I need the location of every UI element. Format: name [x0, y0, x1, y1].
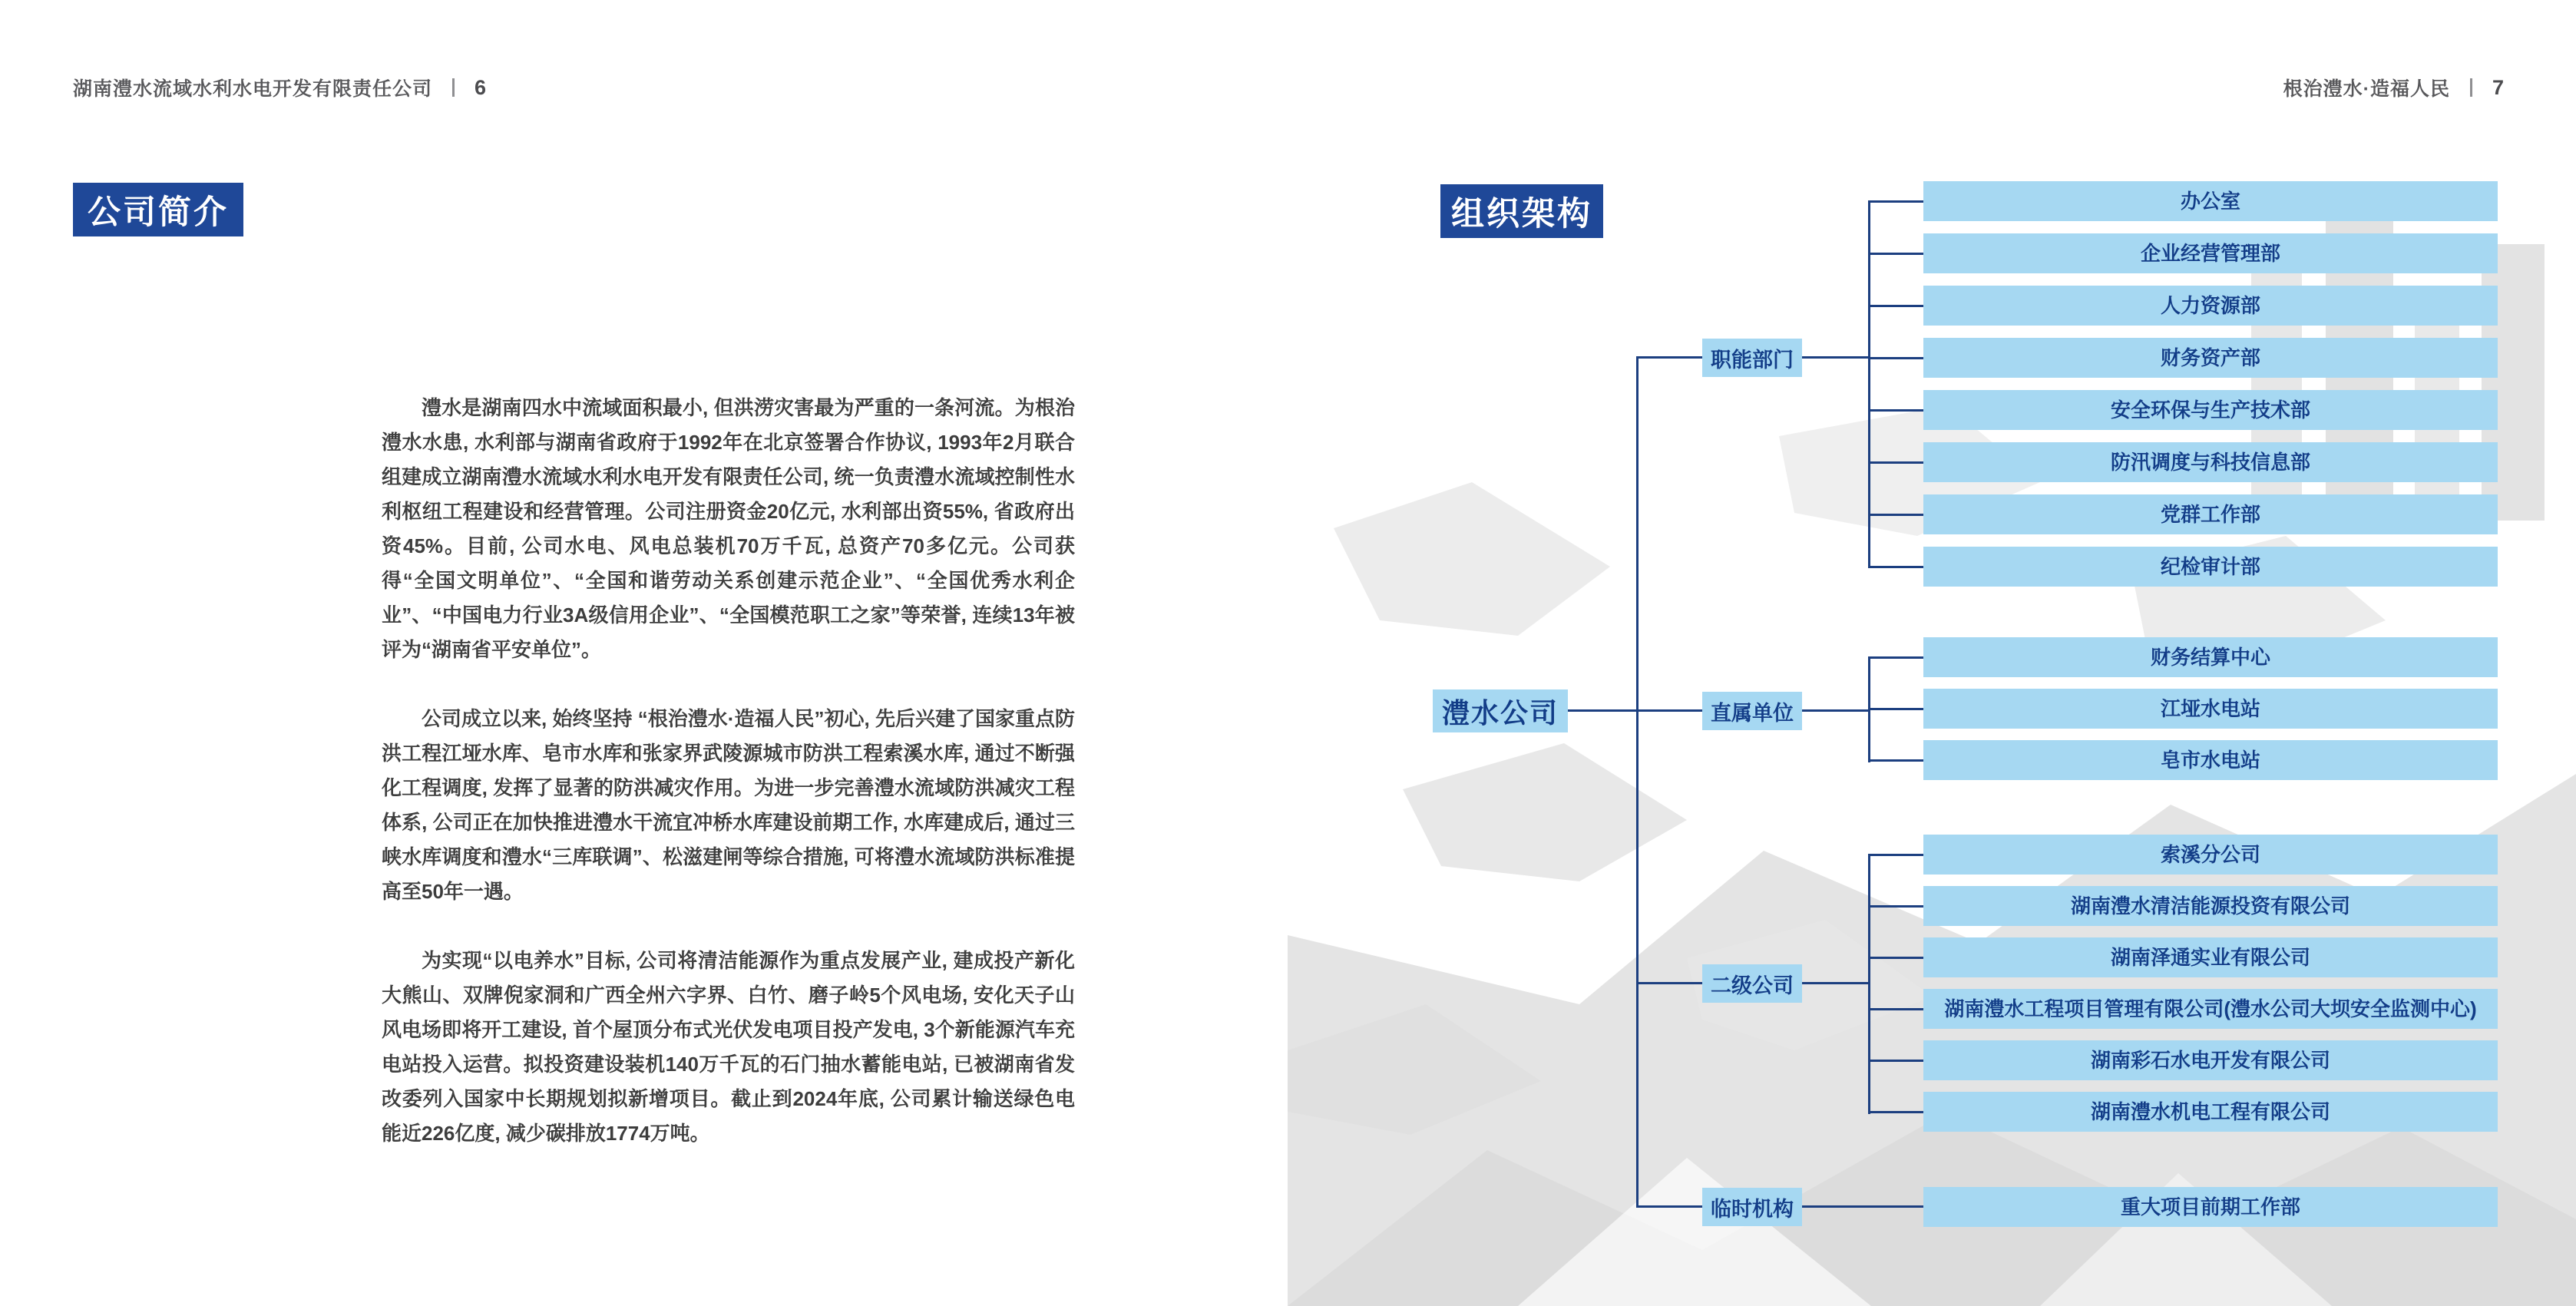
connector-branch-temporary: [1636, 1205, 1702, 1208]
connector-line: [1868, 357, 1923, 359]
category-label: 职能部门: [1711, 348, 1794, 372]
leaf-label: 重大项目前期工作部: [2120, 1195, 2300, 1218]
connector-line: [1868, 461, 1923, 464]
leaf-node: [1923, 390, 2498, 430]
leaf-label: 安全环保与生产技术部: [2110, 398, 2310, 422]
leaf-node: [1923, 286, 2498, 326]
page-number-right: 7: [2492, 75, 2505, 99]
slogan: 根治澧水·造福人民: [2283, 78, 2450, 100]
leaf-node: [1923, 442, 2498, 482]
connector-line: [1868, 1008, 1923, 1010]
leaf-label: 皂市水电站: [2160, 748, 2260, 772]
leaf-node: [1923, 740, 2498, 780]
paragraph-2: 公司成立以来, 始终坚持 “根治澧水·造福人民”初心, 先后兴建了国家重点防洪工程江垭水库、皂市水库和张家界武陵源城市防洪工程索溪水库, 通过不断强化工程调度, 发挥了显著的防洪减灾作用。为进一步完善澧水流域防洪减灾工程体系, 公司正在加快推进澧水干流宜冲桥水库建设前期工作, 水库建成后, 通过三峡水库调度和澧水“三库联调”、松滋建闸等综合措施, 可将澧水流域防洪标准提高至50年一遇。: [382, 707, 1075, 903]
connector-line: [1868, 708, 1923, 710]
connector-line: [1868, 514, 1923, 516]
connector-line: [1868, 305, 1923, 307]
leaf-node: [1923, 937, 2498, 977]
connector-line: [1868, 759, 1923, 762]
connector-branch-subsidiary: [1636, 982, 1702, 984]
leaf-node: [1923, 1040, 2498, 1080]
leaf-node: [1923, 637, 2498, 677]
leaf-label: 江垭水电站: [2160, 696, 2260, 720]
leaf-label: 办公室: [2180, 189, 2240, 213]
leaf-node: [1923, 494, 2498, 534]
leaf-node: [1923, 689, 2498, 729]
root-node: [1433, 689, 1568, 732]
leaf-node: [1923, 835, 2498, 875]
leaf-label: 企业经营管理部: [2140, 241, 2280, 265]
leaf-label: 湖南澧水机电工程有限公司: [2090, 1099, 2330, 1123]
category-node-functional-depts: [1702, 339, 1802, 377]
connector-line: [1802, 356, 1868, 359]
leaf-label: 防汛调度与科技信息部: [2110, 450, 2310, 474]
paragraph-1: 澧水是湖南四水中流域面积最小, 但洪涝灾害最为严重的一条河流。为根治澧水水患, 水利部与湖南省政府于1992年在北京签署合作协议, 1993年2月联合组建成立湖南澧水流域水利水电开发有限责任公司, 统一负责澧水流域控制性水利枢纽工程建设和经营管理。公司注册资金20亿元, 水利部出资55%, 省政府出资45%。目前, 公司水电、风电总装机70万千瓦, 总资产70多亿元。公司获得“全国文明单位”、“全国和谐劳动关系创建示范企业”、“全国优秀水利企业”、“中国电力行业3A级信用企业”、“全国模范职工之家”等荣誉, 连续13年被评为“湖南省平安单位”。: [382, 396, 1075, 661]
leaf-node: [1923, 233, 2498, 273]
leaf-label: 湖南澧水工程项目管理有限公司(澧水公司大坝安全监测中心): [1944, 997, 2477, 1020]
leaf-node: [1923, 886, 2498, 926]
category-node-direct-units: [1702, 692, 1802, 730]
leaf-node: [1923, 1092, 2498, 1132]
connector-line: [1868, 656, 1923, 659]
leaf-label: 纪检审计部: [2160, 554, 2260, 578]
leaf-label: 湖南澧水清洁能源投资有限公司: [2070, 894, 2350, 918]
leaf-label: 财务结算中心: [2150, 645, 2270, 669]
leaf-node: [1923, 1187, 2498, 1227]
company-name: 湖南澧水流域水利水电开发有限责任公司: [73, 78, 433, 100]
connector-line: [1868, 957, 1923, 959]
page-number-left: 6: [475, 75, 488, 99]
leaf-label: 财务资产部: [2160, 346, 2260, 369]
connector-branch-functional: [1636, 356, 1702, 359]
section-title-text: 组织架构: [1451, 195, 1592, 233]
category-node-temporary-orgs: [1702, 1188, 1802, 1226]
leaf-node: [1923, 547, 2498, 587]
connector-line: [1868, 854, 1870, 1114]
category-label: 临时机构: [1711, 1197, 1794, 1221]
connector-line: [1868, 854, 1923, 856]
connector-line: [1868, 1060, 1923, 1062]
section-title-text: 公司简介: [88, 193, 229, 231]
category-label: 直属单位: [1711, 701, 1794, 725]
leaf-label: 索溪分公司: [2160, 842, 2260, 866]
paragraph-3: 为实现“以电养水”目标, 公司将清洁能源作为重点发展产业, 建成投产新化大熊山、双牌倪家洞和广西全州六字界、白竹、磨子岭5个风电场, 安化天子山风电场即将开工建设, 首个屋顶分布式光伏发电项目投产发电, 3个新能源汽车充电站投入运营。拟投资建设装机140万千瓦的石门抽水蓄能电站, 已被湖南省发改委列入国家中长期规划拟新增项目。截止到2024年底, 公司累计输送绿色电能近226亿度, 减少碳排放1774万吨。: [382, 949, 1076, 1145]
root-node-label: 澧水公司: [1441, 696, 1559, 729]
connector-line: [1868, 200, 1923, 203]
category-label: 二级公司: [1711, 974, 1794, 997]
connector-line: [1802, 1205, 1923, 1208]
leaf-label: 人力资源部: [2160, 293, 2260, 317]
leaf-node: [1923, 338, 2498, 378]
leaf-label: 党群工作部: [2160, 502, 2260, 526]
connector-trunk: [1636, 356, 1639, 1208]
connector-line: [1802, 709, 1868, 712]
connector-line: [1868, 566, 1923, 568]
connector-line: [1868, 409, 1923, 412]
connector-line: [1868, 1111, 1923, 1113]
leaf-node: [1923, 181, 2498, 221]
leaf-label: 湖南泽通实业有限公司: [2110, 945, 2310, 969]
connector-root-branch: [1568, 709, 1702, 712]
leaf-node: [1923, 989, 2498, 1029]
leaf-label: 湖南彩石水电开发有限公司: [2090, 1048, 2330, 1072]
connector-line: [1868, 905, 1923, 908]
connector-line: [1802, 982, 1868, 984]
category-node-secondary-companies: [1702, 964, 1802, 1003]
connector-line: [1868, 253, 1923, 255]
